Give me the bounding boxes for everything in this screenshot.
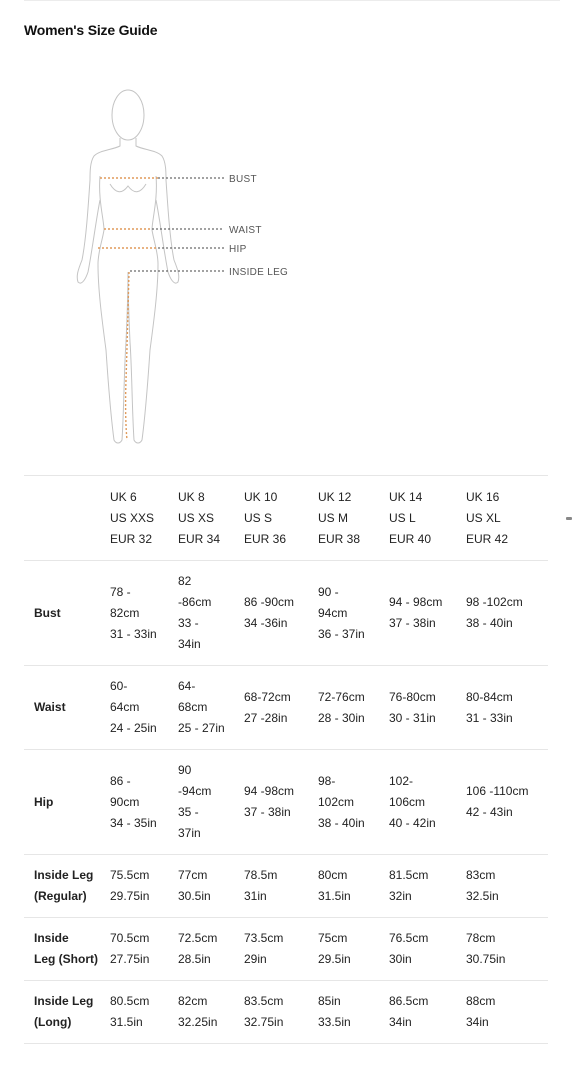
- table-cell: 90 -94cm 35 - 37in: [178, 763, 212, 840]
- table-cell: 98- 102cm 38 - 40in: [318, 773, 365, 830]
- table-cell: 76-80cm 30 - 31in: [389, 689, 436, 725]
- scroll-indicator[interactable]: [566, 517, 572, 520]
- size-header-uk12: UK 12 US M EUR 38: [318, 489, 361, 546]
- table-cell: 76.5cm 30in: [389, 931, 429, 966]
- guide-lines: [130, 178, 224, 271]
- table-cell: 88cm 34in: [466, 994, 496, 1029]
- table-cell: 94 -98cm 37 - 38in: [244, 784, 295, 819]
- table-row-bust: [24, 561, 548, 666]
- body-measurement-figure: [24, 80, 324, 460]
- row-label-inside-leg-short: Inside Leg (Short): [34, 931, 98, 966]
- table-cell: 64- 68cm 25 - 27in: [178, 679, 225, 735]
- table-cell: 94 - 98cm 37 - 38in: [389, 595, 443, 630]
- body-outline: [77, 90, 179, 443]
- table-cell: 78 - 82cm 31 - 33in: [110, 584, 157, 641]
- row-label-hip: Hip: [34, 794, 54, 809]
- size-header-uk14: UK 14 US L EUR 40: [389, 489, 432, 546]
- table-cell: 83cm 32.5in: [466, 868, 499, 903]
- table-cell: 60- 64cm 24 - 25in: [110, 679, 157, 735]
- table-cell: 86 - 90cm 34 - 35in: [110, 773, 157, 830]
- size-header-uk8: UK 8 US XS EUR 34: [178, 489, 221, 546]
- table-cell: 90 - 94cm 36 - 37in: [318, 584, 365, 641]
- table-cell: 72.5cm 28.5in: [178, 931, 218, 966]
- size-header-row: [24, 476, 548, 561]
- table-cell: 80.5cm 31.5in: [110, 994, 150, 1029]
- measurement-lines: [98, 178, 158, 440]
- hip-label: HIP: [229, 244, 247, 255]
- table-cell: 75.5cm 29.75in: [110, 868, 150, 903]
- waist-label: WAIST: [229, 225, 262, 236]
- table-cell: 86.5cm 34in: [389, 994, 429, 1029]
- top-divider: [24, 0, 560, 1]
- table-cell: 73.5cm 29in: [244, 931, 284, 966]
- table-row-inside-leg-long: [24, 981, 548, 1044]
- size-table: [24, 475, 548, 1044]
- table-row-inside-leg-regular: [24, 855, 548, 918]
- table-cell: 82cm 32.25in: [178, 994, 218, 1029]
- size-header-uk6: UK 6 US XXS EUR 32: [110, 489, 155, 546]
- table-cell: 78.5m 31in: [244, 868, 278, 903]
- table-cell: 85in 33.5in: [318, 994, 351, 1029]
- bust-label: BUST: [229, 174, 257, 185]
- table-cell: 86 -90cm 34 -36in: [244, 595, 295, 630]
- header-empty-cell: [24, 476, 110, 561]
- table-cell: 82 -86cm 33 - 34in: [178, 574, 212, 651]
- table-cell: 81.5cm 32in: [389, 868, 429, 903]
- page-title: Women's Size Guide: [24, 22, 158, 38]
- size-header-uk10: UK 10 US S EUR 36: [244, 489, 287, 546]
- table-cell: 80-84cm 31 - 33in: [466, 689, 513, 725]
- table-cell: 77cm 30.5in: [178, 868, 211, 903]
- inside-leg-label: INSIDE LEG: [229, 267, 289, 278]
- row-label-bust: Bust: [34, 605, 61, 620]
- table-cell: 78cm 30.75in: [466, 931, 506, 966]
- body-figure-svg: [24, 80, 324, 460]
- table-row-inside-leg-short: [24, 918, 548, 981]
- row-label-waist: Waist: [34, 700, 66, 714]
- table-cell: 70.5cm 27.75in: [110, 931, 150, 966]
- table-cell: 75cm 29.5in: [318, 931, 351, 966]
- table-row-hip: [24, 750, 548, 855]
- size-header-uk16: UK 16 US XL EUR 42: [466, 489, 509, 546]
- table-cell: 106 -110cm 42 - 43in: [466, 784, 529, 819]
- table-cell: 102- 106cm 40 - 42in: [389, 773, 436, 830]
- table-cell: 80cm 31.5in: [318, 868, 351, 903]
- table-cell: 72-76cm 28 - 30in: [318, 689, 365, 725]
- table-cell: 68-72cm 27 -28in: [244, 689, 291, 725]
- table-cell: 83.5cm 32.75in: [244, 994, 284, 1029]
- table-row-waist: [24, 666, 548, 750]
- row-label-inside-leg-long: Inside Leg (Long): [34, 994, 94, 1029]
- row-label-inside-leg-regular: Inside Leg (Regular): [34, 868, 94, 903]
- table-cell: 98 -102cm 38 - 40in: [466, 595, 523, 630]
